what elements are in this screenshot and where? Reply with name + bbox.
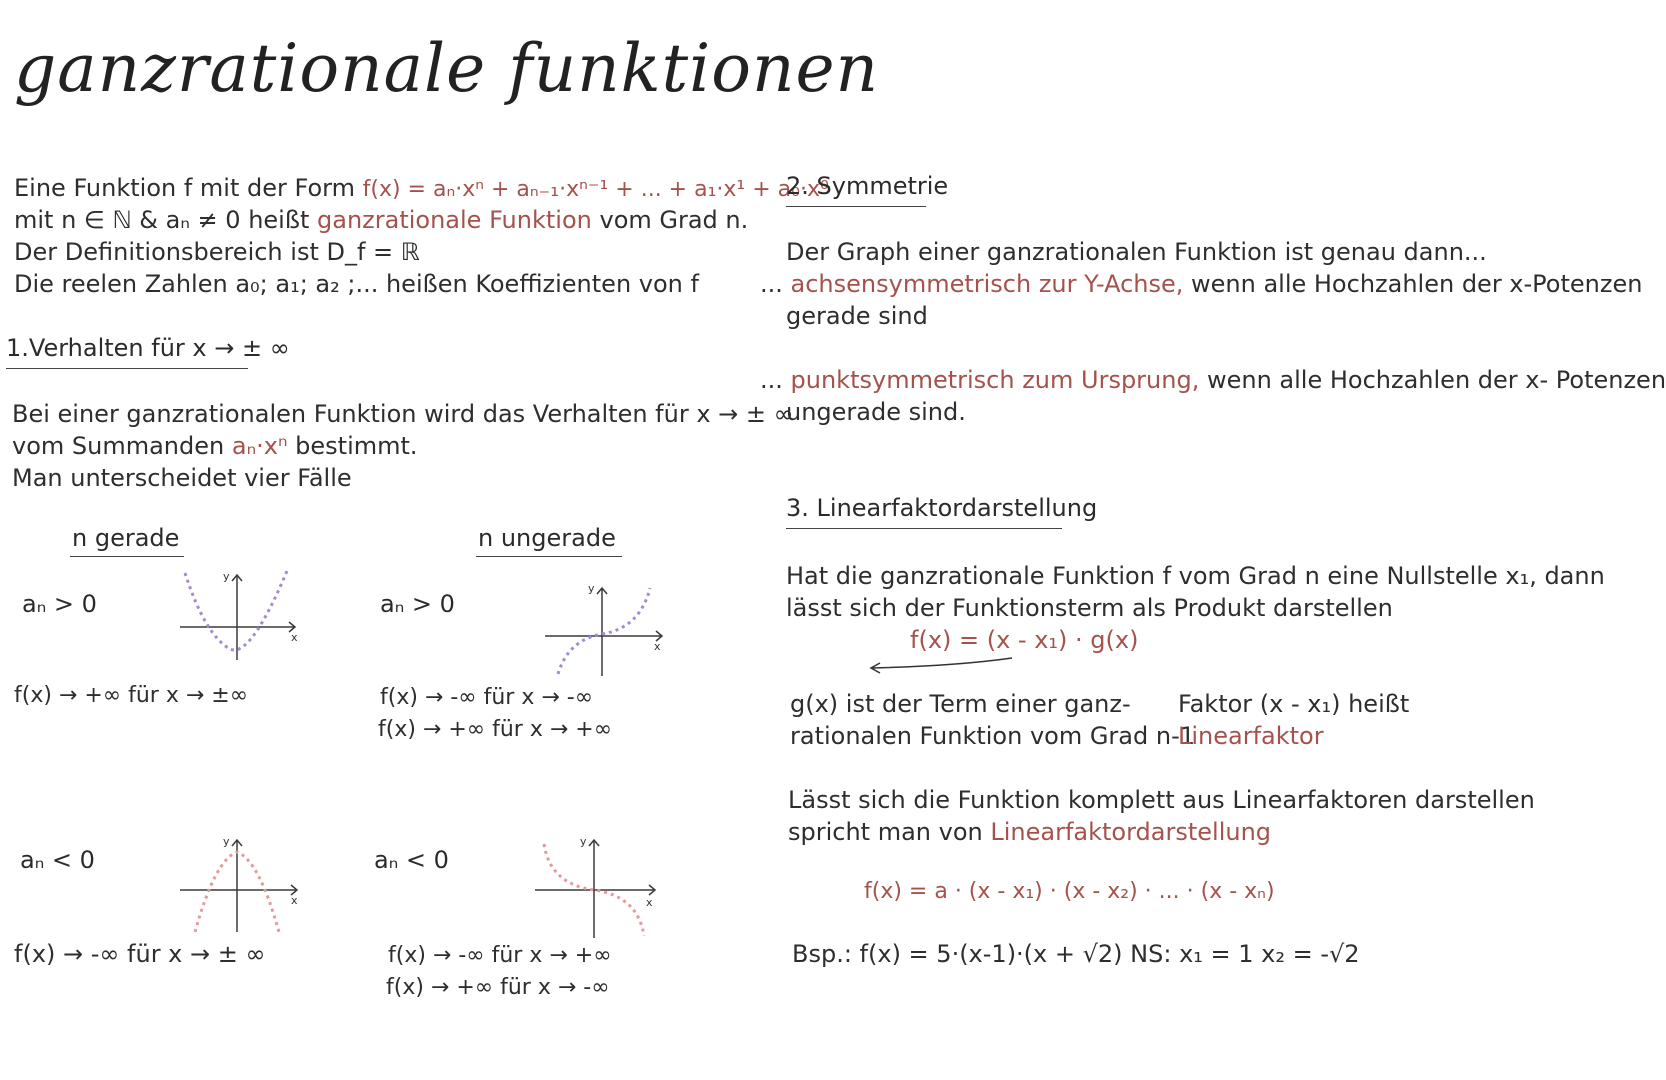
page-title: ganzrationale funktionen: [14, 30, 880, 107]
case-3-condition: aₙ < 0: [20, 846, 95, 874]
intro-line-2: [14, 204, 748, 236]
pointer-arrow: [866, 652, 1016, 676]
paragraph-text: ...: [760, 366, 791, 394]
case-1-condition: aₙ > 0: [22, 590, 97, 618]
section-3-paragraph-1: Hat die ganzrationale Funktion f vom Grad n eine Nullstelle x₁, dann: [786, 562, 1605, 590]
y-axis-label: y: [223, 835, 230, 848]
x-axis-label: x: [291, 631, 298, 644]
section-3-heading: 3. Linearfaktordarstellung: [786, 494, 1098, 522]
arrow-line: [872, 658, 1012, 668]
section-1-underline: [6, 368, 248, 369]
g-description-line-2: rationalen Funktion vom Grad n-1: [790, 722, 1196, 750]
section-1-paragraph-1: Bei einer ganzrationalen Funktion wird das Verhalten für x → ± ∞: [12, 400, 794, 428]
section-2-paragraph-1: Der Graph einer ganzrationalen Funktion ist genau dann...: [786, 238, 1487, 266]
x-axis-label: x: [291, 894, 298, 907]
section-3-paragraph-3: Lässt sich die Funktion komplett aus Linearfaktoren darstellen: [788, 786, 1535, 814]
case-1-graph: [175, 565, 305, 665]
x-axis-label: x: [646, 896, 653, 909]
section-1-paragraph-3: Man unterscheidet vier Fälle: [12, 464, 352, 492]
case-4-condition: aₙ < 0: [374, 846, 449, 874]
y-axis-label: y: [588, 582, 595, 595]
curve-even-positive: [185, 571, 287, 650]
linear-factor-formula: f(x) = (x - x₁) · g(x): [910, 626, 1139, 654]
section-3-paragraph-4: [788, 816, 1271, 848]
intro-text: Eine Funktion f mit der Form: [14, 174, 363, 202]
g-description-line-1: g(x) ist der Term einer ganz-: [790, 690, 1131, 718]
axis-symmetry-term: achsensymmetrisch zur Y-Achse,: [790, 270, 1184, 298]
column-heading-odd: n ungerade: [478, 524, 616, 552]
case-3-result: f(x) → -∞ für x → ± ∞: [14, 940, 266, 968]
paragraph-text: wenn alle Hochzahlen der x-Potenzen: [1183, 270, 1643, 298]
section-2-paragraph-5: ungerade sind.: [786, 398, 966, 426]
section-3-underline: [786, 528, 1062, 529]
section-3-paragraph-2: lässt sich der Funktionsterm als Produkt darstellen: [786, 594, 1393, 622]
leading-term: aₙ·xⁿ: [231, 432, 288, 460]
section-2-paragraph-4: [760, 364, 1666, 396]
paragraph-text: vom Summanden: [12, 432, 232, 460]
case-2-condition: aₙ > 0: [380, 590, 455, 618]
intro-line-3: Der Definitionsbereich ist D_f = ℝ: [14, 238, 420, 266]
paragraph-text: spricht man von: [788, 818, 991, 846]
paragraph-text: bestimmt.: [287, 432, 418, 460]
section-1-heading: 1.Verhalten für x → ± ∞: [6, 334, 290, 362]
general-form-formula: f(x) = aₙ·xⁿ + aₙ₋₁·xⁿ⁻¹ + ... + a₁·x¹ + a₀·x⁰: [362, 177, 829, 202]
section-2-heading: 2. Symmetrie: [786, 172, 949, 200]
linear-factor-term: Linearfaktor: [1178, 722, 1324, 750]
section-2-paragraph-3: gerade sind: [786, 302, 928, 330]
column-heading-odd-underline: [476, 556, 622, 557]
section-2-underline: [786, 206, 926, 207]
y-axis-label: y: [580, 835, 587, 848]
intro-line-4: Die reelen Zahlen a₀; a₁; a₂ ;... heißen Koeffizienten von f: [14, 270, 699, 298]
curve-odd-positive: [558, 588, 650, 674]
linear-factor-representation-term: Linearfaktordarstellung: [990, 818, 1272, 846]
paragraph-text: ...: [760, 270, 791, 298]
example-line: Bsp.: f(x) = 5·(x-1)·(x + √2) NS: x₁ = 1 x₂ = -√2: [792, 940, 1360, 968]
case-2-result-1: f(x) → -∞ für x → -∞: [380, 685, 594, 710]
paragraph-text: wenn alle Hochzahlen der x- Potenzen: [1199, 366, 1666, 394]
point-symmetry-term: punktsymmetrisch zum Ursprung,: [790, 366, 1200, 394]
intro-line-1: [14, 172, 829, 206]
case-1-result: f(x) → +∞ für x → ±∞: [14, 683, 249, 708]
x-axis-label: x: [654, 640, 661, 653]
y-axis-label: y: [223, 570, 230, 583]
case-4-result-2: f(x) → +∞ für x → -∞: [386, 975, 610, 1000]
intro-text: mit n ∈ ℕ & aₙ ≠ 0 heißt: [14, 206, 317, 234]
case-2-result-2: f(x) → +∞ für x → +∞: [378, 717, 613, 742]
section-2-paragraph-2: [760, 268, 1642, 300]
column-heading-even-underline: [70, 556, 184, 557]
case-4-result-1: f(x) → -∞ für x → +∞: [388, 943, 612, 968]
definition-term: ganzrationale Funktion: [317, 206, 592, 234]
full-factorization-formula: f(x) = a · (x - x₁) · (x - x₂) · ... · (x - xₙ): [864, 879, 1275, 904]
intro-text: vom Grad n.: [591, 206, 749, 234]
factor-description: Faktor (x - x₁) heißt: [1178, 690, 1410, 718]
section-1-paragraph-2: [12, 430, 418, 462]
case-3-graph: [175, 830, 305, 940]
case-2-graph: [540, 578, 670, 678]
column-heading-even: n gerade: [72, 524, 180, 552]
case-4-graph: [530, 830, 665, 942]
